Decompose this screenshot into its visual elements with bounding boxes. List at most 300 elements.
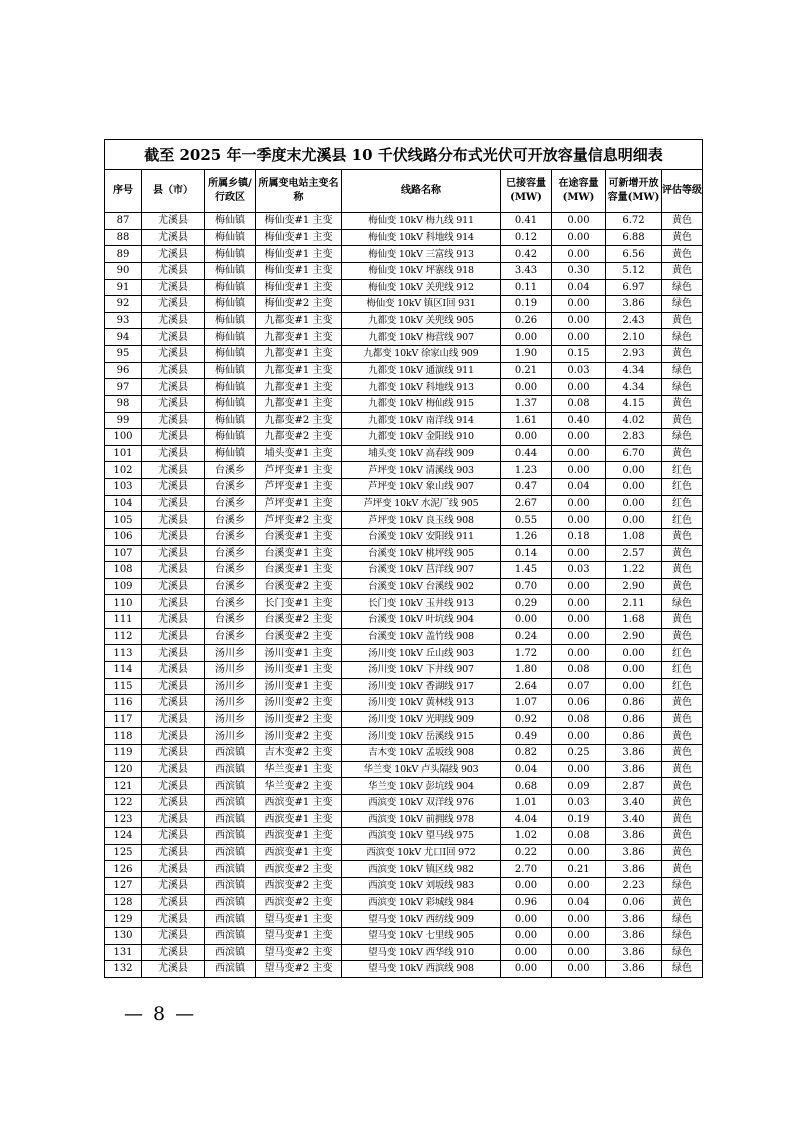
- table-row: [105, 894, 703, 911]
- table-row: [105, 429, 703, 446]
- cell-town: 西滨镇: [205, 761, 256, 778]
- cell-available: 3.86: [606, 828, 662, 845]
- cell-county: 尤溪县: [142, 745, 205, 762]
- cell-available: 3.86: [606, 961, 662, 978]
- cell-grade: 黄色: [662, 229, 703, 246]
- table-row: [105, 213, 703, 230]
- cell-substation: 长门变#1 主变: [256, 595, 342, 612]
- col-header-town: 所属乡镇/行政区: [205, 170, 256, 213]
- cell-grade: 红色: [662, 512, 703, 529]
- cell-in-progress: 0.00: [552, 878, 606, 895]
- cell-line: 九都变 10kV 科地线 913: [342, 379, 501, 396]
- cell-in-progress: 0.00: [552, 961, 606, 978]
- cell-substation: 埔头变#1 主变: [256, 445, 342, 462]
- table-row: [105, 861, 703, 878]
- cell-grade: 绿色: [662, 429, 703, 446]
- table-row: [105, 778, 703, 795]
- cell-in-progress: 0.19: [552, 811, 606, 828]
- cell-connected: 1.02: [501, 828, 552, 845]
- cell-available: 3.86: [606, 761, 662, 778]
- cell-substation: 台溪变#2 主变: [256, 628, 342, 645]
- cell-no: 127: [105, 878, 142, 895]
- cell-available: 0.86: [606, 711, 662, 728]
- cell-available: 6.97: [606, 279, 662, 296]
- cell-in-progress: 0.08: [552, 711, 606, 728]
- cell-no: 98: [105, 395, 142, 412]
- cell-no: 112: [105, 628, 142, 645]
- cell-no: 120: [105, 761, 142, 778]
- cell-county: 尤溪县: [142, 429, 205, 446]
- table-row: [105, 878, 703, 895]
- cell-available: 3.86: [606, 861, 662, 878]
- cell-substation: 九都变#2 主变: [256, 412, 342, 429]
- cell-connected: 0.19: [501, 296, 552, 313]
- cell-in-progress: 0.03: [552, 362, 606, 379]
- cell-county: 尤溪县: [142, 362, 205, 379]
- cell-county: 尤溪县: [142, 761, 205, 778]
- table-row: [105, 794, 703, 811]
- cell-in-progress: 0.03: [552, 794, 606, 811]
- cell-grade: 红色: [662, 678, 703, 695]
- cell-available: 3.40: [606, 811, 662, 828]
- cell-line: 华兰变 10kV 彭坑线 904: [342, 778, 501, 795]
- cell-available: 0.00: [606, 462, 662, 479]
- cell-available: 5.12: [606, 262, 662, 279]
- cell-town: 台溪乡: [205, 528, 256, 545]
- cell-available: 0.00: [606, 661, 662, 678]
- cell-line: 台溪变 10kV 安阳线 911: [342, 528, 501, 545]
- cell-town: 梅仙镇: [205, 312, 256, 329]
- cell-town: 汤川乡: [205, 695, 256, 712]
- cell-in-progress: 0.00: [552, 645, 606, 662]
- cell-line: 西滨变 10kV 彩城线 984: [342, 894, 501, 911]
- cell-substation: 梅仙变#2 主变: [256, 296, 342, 313]
- cell-town: 西滨镇: [205, 811, 256, 828]
- table-row: [105, 745, 703, 762]
- cell-connected: 0.00: [501, 329, 552, 346]
- cell-line: 西滨变 10kV 尤口Ⅰ回 972: [342, 844, 501, 861]
- cell-no: 117: [105, 711, 142, 728]
- cell-available: 6.88: [606, 229, 662, 246]
- cell-connected: 0.00: [501, 944, 552, 961]
- col-header-available: 可新增开放容量(MW): [606, 170, 662, 213]
- cell-connected: 0.42: [501, 246, 552, 263]
- cell-available: 2.90: [606, 578, 662, 595]
- cell-line: 汤川变 10kV 岳溪线 915: [342, 728, 501, 745]
- cell-no: 119: [105, 745, 142, 762]
- cell-town: 梅仙镇: [205, 379, 256, 396]
- cell-town: 梅仙镇: [205, 246, 256, 263]
- cell-no: 89: [105, 246, 142, 263]
- cell-connected: 0.22: [501, 844, 552, 861]
- table-row: [105, 262, 703, 279]
- cell-town: 西滨镇: [205, 961, 256, 978]
- cell-available: 4.15: [606, 395, 662, 412]
- cell-in-progress: 0.00: [552, 595, 606, 612]
- cell-in-progress: 0.00: [552, 728, 606, 745]
- table-row: [105, 312, 703, 329]
- cell-connected: 0.00: [501, 878, 552, 895]
- cell-line: 台溪变 10kV 桃坪线 905: [342, 545, 501, 562]
- cell-connected: 2.70: [501, 861, 552, 878]
- table-row: [105, 612, 703, 629]
- cell-town: 汤川乡: [205, 661, 256, 678]
- cell-connected: 0.00: [501, 961, 552, 978]
- cell-county: 尤溪县: [142, 628, 205, 645]
- table-row: [105, 645, 703, 662]
- cell-line: 望马变 10kV 西华线 910: [342, 944, 501, 961]
- cell-line: 汤川变 10kV 黄林线 913: [342, 695, 501, 712]
- cell-in-progress: 0.00: [552, 545, 606, 562]
- table-row: [105, 695, 703, 712]
- cell-town: 梅仙镇: [205, 296, 256, 313]
- cell-connected: 0.68: [501, 778, 552, 795]
- cell-in-progress: 0.18: [552, 528, 606, 545]
- cell-county: 尤溪县: [142, 911, 205, 928]
- cell-line: 梅仙变 10kV 梅九线 911: [342, 213, 501, 230]
- cell-town: 梅仙镇: [205, 412, 256, 429]
- table-row: [105, 927, 703, 944]
- cell-town: 台溪乡: [205, 628, 256, 645]
- cell-line: 梅仙变 10kV 三富线 913: [342, 246, 501, 263]
- cell-substation: 西滨变#2 主变: [256, 878, 342, 895]
- cell-no: 96: [105, 362, 142, 379]
- cell-in-progress: 0.00: [552, 844, 606, 861]
- cell-town: 西滨镇: [205, 944, 256, 961]
- table-row: [105, 578, 703, 595]
- cell-county: 尤溪县: [142, 229, 205, 246]
- cell-in-progress: 0.08: [552, 395, 606, 412]
- cell-in-progress: 0.04: [552, 894, 606, 911]
- cell-substation: 梅仙变#1 主变: [256, 262, 342, 279]
- cell-no: 103: [105, 479, 142, 496]
- cell-line: 九都变 10kV 梅营线 907: [342, 329, 501, 346]
- cell-substation: 芦坪变#1 主变: [256, 495, 342, 512]
- cell-available: 0.00: [606, 678, 662, 695]
- cell-no: 116: [105, 695, 142, 712]
- cell-county: 尤溪县: [142, 512, 205, 529]
- cell-in-progress: 0.04: [552, 479, 606, 496]
- cell-available: 2.87: [606, 778, 662, 795]
- cell-in-progress: 0.00: [552, 296, 606, 313]
- cell-county: 尤溪县: [142, 279, 205, 296]
- cell-in-progress: 0.00: [552, 578, 606, 595]
- cell-in-progress: 0.00: [552, 213, 606, 230]
- cell-in-progress: 0.15: [552, 346, 606, 363]
- cell-line: 芦坪变 10kV 象山线 907: [342, 479, 501, 496]
- cell-substation: 西滨变#1 主变: [256, 828, 342, 845]
- cell-in-progress: 0.06: [552, 695, 606, 712]
- cell-line: 汤川变 10kV 香湖线 917: [342, 678, 501, 695]
- cell-grade: 黄色: [662, 612, 703, 629]
- cell-connected: 1.26: [501, 528, 552, 545]
- cell-available: 3.86: [606, 296, 662, 313]
- cell-connected: 4.04: [501, 811, 552, 828]
- cell-grade: 黄色: [662, 246, 703, 263]
- cell-town: 梅仙镇: [205, 229, 256, 246]
- cell-connected: 0.47: [501, 479, 552, 496]
- table-row: [105, 479, 703, 496]
- cell-in-progress: 0.00: [552, 512, 606, 529]
- cell-connected: 0.26: [501, 312, 552, 329]
- cell-county: 尤溪县: [142, 794, 205, 811]
- cell-line: 长门变 10kV 玉井线 913: [342, 595, 501, 612]
- cell-town: 西滨镇: [205, 745, 256, 762]
- cell-connected: 0.55: [501, 512, 552, 529]
- cell-no: 100: [105, 429, 142, 446]
- cell-available: 0.00: [606, 512, 662, 529]
- cell-grade: 绿色: [662, 927, 703, 944]
- cell-town: 西滨镇: [205, 861, 256, 878]
- cell-connected: 0.11: [501, 279, 552, 296]
- cell-line: 九都变 10kV 关兜线 905: [342, 312, 501, 329]
- cell-connected: 1.61: [501, 412, 552, 429]
- cell-connected: 0.00: [501, 927, 552, 944]
- cell-line: 梅仙变 10kV 坪寨线 918: [342, 262, 501, 279]
- cell-in-progress: 0.03: [552, 562, 606, 579]
- table-row: [105, 279, 703, 296]
- cell-line: 台溪变 10kV 盖竹线 908: [342, 628, 501, 645]
- cell-line: 梅仙变 10kV 关兜线 912: [342, 279, 501, 296]
- cell-in-progress: 0.00: [552, 246, 606, 263]
- cell-in-progress: 0.30: [552, 262, 606, 279]
- cell-no: 97: [105, 379, 142, 396]
- cell-grade: 黄色: [662, 711, 703, 728]
- cell-county: 尤溪县: [142, 927, 205, 944]
- cell-in-progress: 0.40: [552, 412, 606, 429]
- cell-grade: 绿色: [662, 329, 703, 346]
- cell-available: 2.83: [606, 429, 662, 446]
- capacity-table: [104, 139, 703, 978]
- cell-grade: 黄色: [662, 844, 703, 861]
- table-row: [105, 961, 703, 978]
- cell-no: 124: [105, 828, 142, 845]
- cell-connected: 1.45: [501, 562, 552, 579]
- cell-substation: 华兰变#2 主变: [256, 778, 342, 795]
- cell-no: 104: [105, 495, 142, 512]
- cell-substation: 梅仙变#1 主变: [256, 213, 342, 230]
- cell-in-progress: 0.08: [552, 828, 606, 845]
- cell-town: 汤川乡: [205, 728, 256, 745]
- cell-grade: 红色: [662, 462, 703, 479]
- cell-in-progress: 0.08: [552, 661, 606, 678]
- cell-grade: 红色: [662, 495, 703, 512]
- cell-town: 台溪乡: [205, 545, 256, 562]
- cell-grade: 黄色: [662, 778, 703, 795]
- cell-substation: 九都变#1 主变: [256, 312, 342, 329]
- cell-substation: 台溪变#1 主变: [256, 545, 342, 562]
- cell-substation: 汤川变#2 主变: [256, 695, 342, 712]
- cell-connected: 0.21: [501, 362, 552, 379]
- cell-in-progress: 0.00: [552, 495, 606, 512]
- cell-line: 西滨变 10kV 镇区线 982: [342, 861, 501, 878]
- cell-line: 梅仙变 10kV 科地线 914: [342, 229, 501, 246]
- cell-connected: 0.82: [501, 745, 552, 762]
- cell-grade: 黄色: [662, 728, 703, 745]
- cell-town: 汤川乡: [205, 711, 256, 728]
- table-row: [105, 528, 703, 545]
- cell-connected: 2.67: [501, 495, 552, 512]
- cell-grade: 黄色: [662, 545, 703, 562]
- cell-connected: 1.01: [501, 794, 552, 811]
- table-row: [105, 246, 703, 263]
- cell-connected: 3.43: [501, 262, 552, 279]
- cell-grade: 黄色: [662, 578, 703, 595]
- cell-line: 埔头变 10kV 高春线 909: [342, 445, 501, 462]
- cell-county: 尤溪县: [142, 711, 205, 728]
- cell-grade: 绿色: [662, 279, 703, 296]
- cell-line: 芦坪变 10kV 水泥厂线 905: [342, 495, 501, 512]
- cell-available: 6.56: [606, 246, 662, 263]
- cell-available: 3.86: [606, 944, 662, 961]
- cell-county: 尤溪县: [142, 811, 205, 828]
- cell-county: 尤溪县: [142, 894, 205, 911]
- cell-no: 92: [105, 296, 142, 313]
- cell-line: 梅仙变 10kV 镇区Ⅰ回 931: [342, 296, 501, 313]
- col-header-in-progress: 在途容量(MW): [552, 170, 606, 213]
- cell-county: 尤溪县: [142, 695, 205, 712]
- cell-available: 3.86: [606, 911, 662, 928]
- cell-connected: 0.49: [501, 728, 552, 745]
- cell-grade: 红色: [662, 645, 703, 662]
- table-row: [105, 229, 703, 246]
- cell-connected: 1.80: [501, 661, 552, 678]
- cell-town: 西滨镇: [205, 927, 256, 944]
- cell-county: 尤溪县: [142, 545, 205, 562]
- cell-town: 梅仙镇: [205, 262, 256, 279]
- cell-no: 118: [105, 728, 142, 745]
- cell-line: 九都变 10kV 南洋线 914: [342, 412, 501, 429]
- cell-available: 3.86: [606, 745, 662, 762]
- cell-available: 3.40: [606, 794, 662, 811]
- cell-in-progress: 0.00: [552, 944, 606, 961]
- cell-substation: 汤川变#1 主变: [256, 678, 342, 695]
- cell-no: 115: [105, 678, 142, 695]
- cell-grade: 黄色: [662, 528, 703, 545]
- cell-in-progress: 0.21: [552, 861, 606, 878]
- cell-no: 109: [105, 578, 142, 595]
- cell-no: 95: [105, 346, 142, 363]
- cell-no: 123: [105, 811, 142, 828]
- cell-substation: 西滨变#2 主变: [256, 861, 342, 878]
- cell-line: 芦坪变 10kV 良玉线 908: [342, 512, 501, 529]
- cell-substation: 梅仙变#1 主变: [256, 279, 342, 296]
- cell-line: 九都变 10kV 梅仙线 915: [342, 395, 501, 412]
- cell-available: 4.34: [606, 379, 662, 396]
- cell-connected: 0.14: [501, 545, 552, 562]
- cell-grade: 黄色: [662, 894, 703, 911]
- cell-grade: 绿色: [662, 362, 703, 379]
- cell-no: 102: [105, 462, 142, 479]
- cell-connected: 2.64: [501, 678, 552, 695]
- cell-county: 尤溪县: [142, 844, 205, 861]
- cell-county: 尤溪县: [142, 445, 205, 462]
- table-row: [105, 911, 703, 928]
- cell-town: 梅仙镇: [205, 346, 256, 363]
- cell-grade: 红色: [662, 661, 703, 678]
- cell-no: 94: [105, 329, 142, 346]
- cell-town: 西滨镇: [205, 778, 256, 795]
- cell-in-progress: 0.04: [552, 279, 606, 296]
- cell-county: 尤溪县: [142, 213, 205, 230]
- cell-grade: 黄色: [662, 262, 703, 279]
- table-row: [105, 445, 703, 462]
- cell-no: 114: [105, 661, 142, 678]
- cell-grade: 绿色: [662, 296, 703, 313]
- table-row: [105, 412, 703, 429]
- cell-county: 尤溪县: [142, 678, 205, 695]
- cell-connected: 0.12: [501, 229, 552, 246]
- cell-town: 台溪乡: [205, 512, 256, 529]
- table-row: [105, 462, 703, 479]
- cell-county: 尤溪县: [142, 861, 205, 878]
- cell-connected: 0.41: [501, 213, 552, 230]
- cell-in-progress: 0.07: [552, 678, 606, 695]
- cell-county: 尤溪县: [142, 778, 205, 795]
- cell-connected: 1.37: [501, 395, 552, 412]
- cell-substation: 九都变#1 主变: [256, 395, 342, 412]
- cell-county: 尤溪县: [142, 495, 205, 512]
- cell-in-progress: 0.25: [552, 745, 606, 762]
- cell-available: 2.23: [606, 878, 662, 895]
- table-body: [105, 213, 703, 978]
- cell-no: 93: [105, 312, 142, 329]
- cell-grade: 黄色: [662, 695, 703, 712]
- cell-county: 尤溪县: [142, 329, 205, 346]
- cell-in-progress: 0.00: [552, 761, 606, 778]
- cell-town: 台溪乡: [205, 578, 256, 595]
- cell-county: 尤溪县: [142, 562, 205, 579]
- col-header-substation: 所属变电站主变名称: [256, 170, 342, 213]
- cell-line: 西滨变 10kV 双洋线 976: [342, 794, 501, 811]
- cell-county: 尤溪县: [142, 578, 205, 595]
- cell-no: 91: [105, 279, 142, 296]
- cell-substation: 九都变#2 主变: [256, 429, 342, 446]
- cell-town: 梅仙镇: [205, 213, 256, 230]
- cell-in-progress: 0.00: [552, 911, 606, 928]
- cell-no: 90: [105, 262, 142, 279]
- cell-county: 尤溪县: [142, 262, 205, 279]
- cell-connected: 0.00: [501, 612, 552, 629]
- cell-available: 2.43: [606, 312, 662, 329]
- cell-available: 1.68: [606, 612, 662, 629]
- table-row: [105, 562, 703, 579]
- cell-line: 汤川变 10kV 下井线 907: [342, 661, 501, 678]
- cell-substation: 九都变#1 主变: [256, 379, 342, 396]
- cell-no: 106: [105, 528, 142, 545]
- cell-substation: 台溪变#2 主变: [256, 578, 342, 595]
- cell-line: 台溪变 10kV 莒洋线 907: [342, 562, 501, 579]
- cell-connected: 0.24: [501, 628, 552, 645]
- cell-no: 105: [105, 512, 142, 529]
- cell-connected: 1.90: [501, 346, 552, 363]
- cell-county: 尤溪县: [142, 528, 205, 545]
- table-row: [105, 828, 703, 845]
- cell-substation: 西滨变#1 主变: [256, 811, 342, 828]
- cell-no: 107: [105, 545, 142, 562]
- cell-town: 台溪乡: [205, 612, 256, 629]
- cell-connected: 0.44: [501, 445, 552, 462]
- cell-no: 126: [105, 861, 142, 878]
- cell-line: 九都变 10kV 通演线 911: [342, 362, 501, 379]
- cell-available: 3.86: [606, 844, 662, 861]
- cell-connected: 0.92: [501, 711, 552, 728]
- cell-town: 西滨镇: [205, 878, 256, 895]
- cell-in-progress: 0.00: [552, 612, 606, 629]
- cell-county: 尤溪县: [142, 961, 205, 978]
- table-row: [105, 512, 703, 529]
- cell-line: 九都变 10kV 金阳线 910: [342, 429, 501, 446]
